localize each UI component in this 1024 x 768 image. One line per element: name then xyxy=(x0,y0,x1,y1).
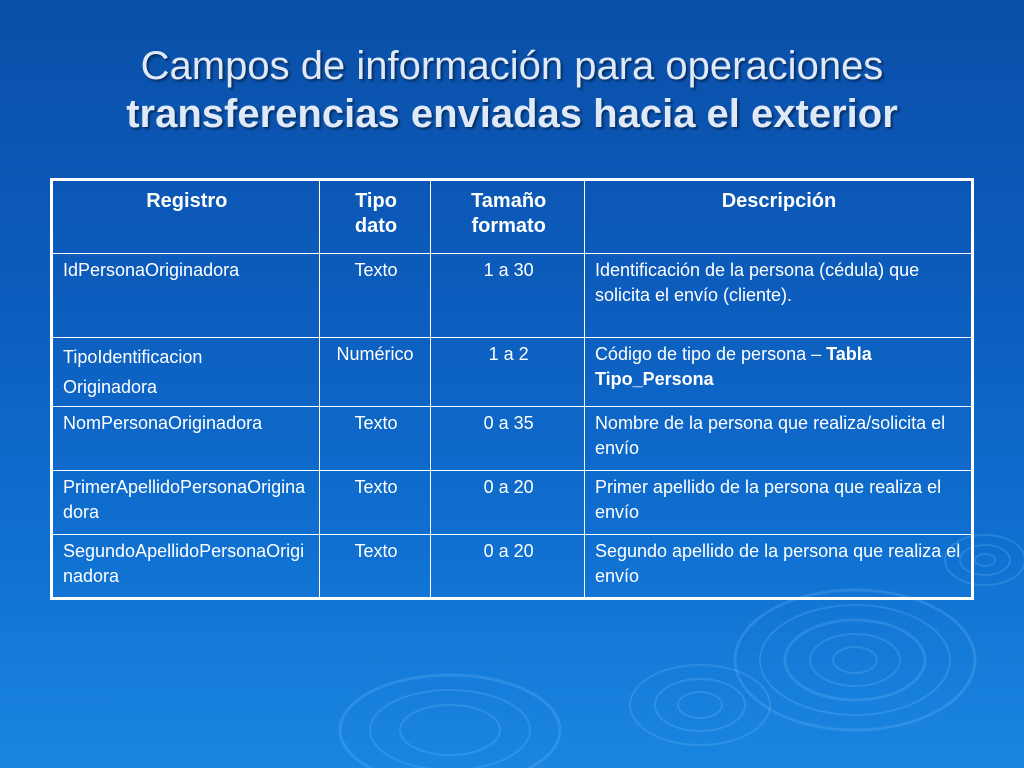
cell-tamano: 0 a 20 xyxy=(431,535,585,599)
table-row xyxy=(52,407,973,471)
header-descripcion: Descripción xyxy=(584,180,972,254)
title-line-2: transferencias enviadas hacia el exterior xyxy=(126,92,898,136)
table-reference: Tabla Tipo_Persona xyxy=(594,344,872,389)
header-tipo-dato: Tipo dato xyxy=(319,180,431,254)
table-row xyxy=(52,471,973,535)
table-row xyxy=(52,254,973,338)
cell-tipo: Texto xyxy=(319,535,431,599)
cell-registro: IdPersonaOriginadora xyxy=(52,254,320,338)
cell-tipo: Texto xyxy=(319,471,431,535)
cell-registro: PrimerApellidoPersonaOriginadora xyxy=(52,471,320,535)
cell-tipo: Texto xyxy=(319,254,431,338)
cell-tipo: Numérico xyxy=(319,338,431,407)
header-registro: Registro xyxy=(52,180,320,254)
table-row xyxy=(52,535,973,599)
cell-descripcion: Código de tipo de persona – Tabla Tipo_Persona xyxy=(584,338,972,407)
fields-table xyxy=(50,178,974,600)
cell-registro: NomPersonaOriginadora xyxy=(52,407,320,471)
cell-tipo: Texto xyxy=(319,407,431,471)
cell-registro: SegundoApellidoPersonaOriginadora xyxy=(52,535,320,599)
cell-tamano: 0 a 35 xyxy=(431,407,585,471)
header-tamano-formato: Tamaño formato xyxy=(431,180,585,254)
title-line-1: Campos de información para operaciones xyxy=(140,44,884,88)
slide-title xyxy=(40,42,984,138)
cell-descripcion: Nombre de la persona que realiza/solicita el envío xyxy=(584,407,972,471)
cell-tamano: 1 a 30 xyxy=(431,254,585,338)
cell-descripcion: Segundo apellido de la persona que realiza el envío xyxy=(584,535,972,599)
cell-registro: TipoIdentificacion Originadora xyxy=(52,338,320,407)
table-row xyxy=(52,338,973,407)
cell-descripcion: Identificación de la persona (cédula) que solicita el envío (cliente). xyxy=(584,254,972,338)
table-header-row xyxy=(52,180,973,254)
cell-tamano: 1 a 2 xyxy=(431,338,585,407)
cell-descripcion: Primer apellido de la persona que realiza el envío xyxy=(584,471,972,535)
cell-tamano: 0 a 20 xyxy=(431,471,585,535)
